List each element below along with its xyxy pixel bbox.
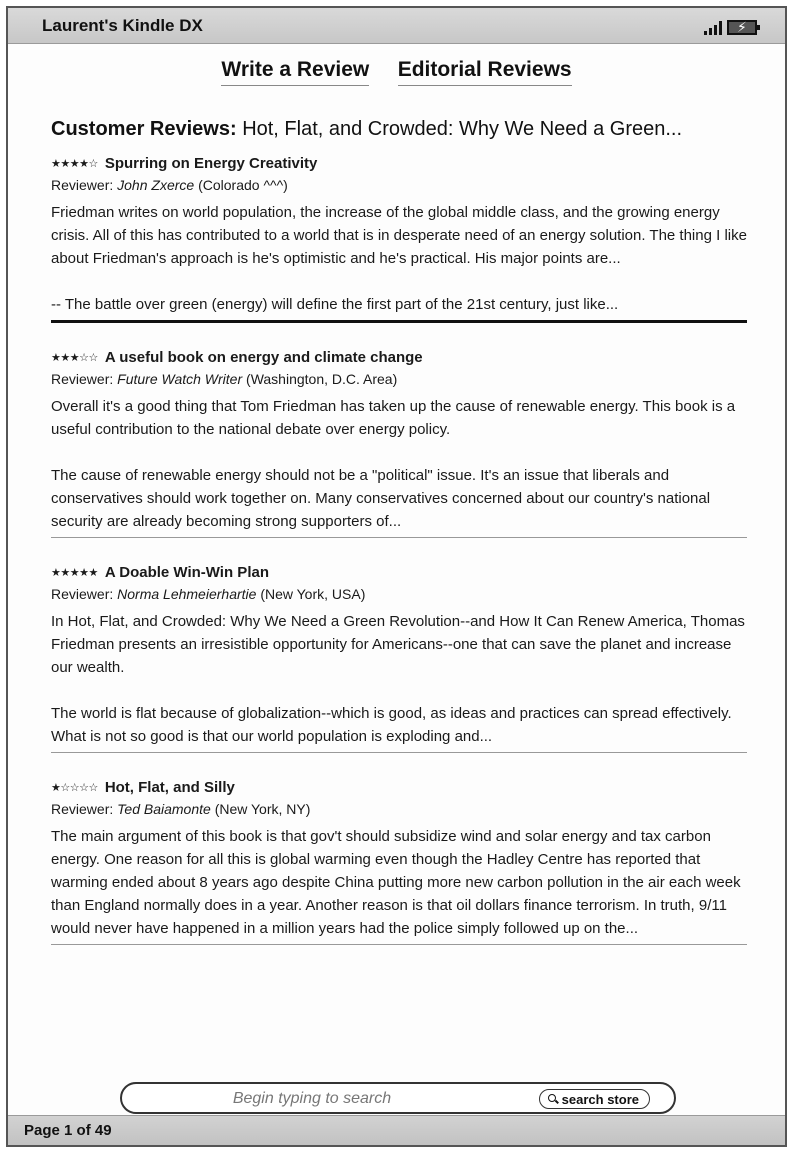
review-item[interactable]	[51, 155, 747, 323]
review-title-row	[51, 564, 747, 581]
review-item[interactable]	[51, 779, 747, 945]
reviewer-line	[51, 371, 747, 387]
star-rating-icon: ★☆☆☆☆	[51, 782, 98, 794]
page-heading	[51, 118, 747, 141]
review-title: Hot, Flat, and Silly	[104, 779, 235, 796]
search-store-button[interactable]	[539, 1089, 650, 1109]
reviewer-name: John Zxerce	[117, 177, 195, 193]
reviewer-name: Ted Baiamonte	[117, 801, 211, 817]
write-review-link[interactable]: Write a Review	[221, 58, 369, 86]
page-indicator: Page 1 of 49	[24, 1122, 112, 1139]
review-title: Spurring on Energy Creativity	[104, 155, 318, 172]
status-area	[704, 17, 757, 35]
reviewer-prefix: Reviewer:	[51, 371, 114, 387]
kindle-screen	[6, 6, 787, 1147]
reviewer-location: (New York, USA)	[260, 586, 366, 602]
book-title: Hot, Flat, and Crowded: Why We Need a Green...	[242, 118, 683, 140]
review-text: Overall it's a good thing that Tom Friedman has taken up the cause of renewable energy. This book is a useful contribution to the national debate over energy policy.	[51, 398, 736, 438]
status-bar	[8, 1115, 785, 1145]
reviewer-line	[51, 586, 747, 602]
review-text: -- The battle over green (energy) will define the first part of the 21st century, just like...	[51, 296, 619, 313]
device-name: Laurent's Kindle DX	[42, 16, 203, 35]
star-rating-icon: ★★★☆☆	[51, 352, 98, 364]
review-text: The world is flat because of globalization--which is good, as ideas and practices can spread effectively. What is not so good is that our world population is exploding and...	[51, 705, 732, 745]
review-text: Friedman writes on world population, the increase of the global middle class, and the growing energy crisis. All of this has contributed to a world that is in desperate need of an energy solution. The thing I like about Friedman's approach is he's optimistic and he's practical. His major points are...	[51, 204, 747, 267]
editorial-reviews-link[interactable]: Editorial Reviews	[398, 58, 572, 86]
review-title-row	[51, 779, 747, 796]
reviewer-line	[51, 801, 747, 817]
reviewer-name: Future Watch Writer	[117, 371, 243, 387]
reviewer-location: (New York, NY)	[214, 801, 311, 817]
reviewer-prefix: Reviewer:	[51, 177, 114, 193]
star-rating-icon: ★★★★☆	[51, 158, 98, 170]
review-text: In Hot, Flat, and Crowded: Why We Need a Green Revolution--and How It Can Renew America, Thomas Friedman presents an irresistible opportunity for Americans--one that can save the planet and increase our wealth.	[51, 613, 745, 676]
reviewer-location: (Colorado ^^^)	[198, 177, 288, 193]
reviewer-name: Norma Lehmeierhartie	[117, 586, 257, 602]
reviewer-prefix: Reviewer:	[51, 801, 114, 817]
review-item[interactable]	[51, 564, 747, 753]
review-title-row	[51, 155, 747, 172]
reviewer-prefix: Reviewer:	[51, 586, 114, 602]
review-item[interactable]	[51, 349, 747, 538]
review-text: The main argument of this book is that gov't should subsidize wind and solar energy and tax carbon energy. One reason for all this is global warming even though the Hadley Centre has reported that warming ended about 8 years ago despite China putting more new carbon pollution in the air each week than England normally does in a year. Another reason is that oil dollars finance terrorism. In truth, 9/11 would never have happened in a million years had the police simply followed up on the...	[51, 828, 741, 937]
reviewer-line	[51, 177, 747, 193]
review-title-row	[51, 349, 747, 366]
review-title: A Doable Win-Win Plan	[104, 564, 269, 581]
search-input[interactable]	[172, 1089, 452, 1109]
review-title: A useful book on energy and climate change	[104, 349, 423, 366]
review-tabs	[8, 58, 785, 86]
reviewer-location: (Washington, D.C. Area)	[246, 371, 398, 387]
heading-label: Customer Reviews:	[51, 118, 237, 140]
title-bar	[8, 8, 785, 44]
reviews-content	[51, 118, 747, 971]
search-icon	[548, 1094, 559, 1105]
battery-charging-icon: ⚡	[727, 20, 757, 35]
signal-bars-icon	[704, 21, 722, 35]
search-store-label: search store	[561, 1091, 639, 1107]
star-rating-icon: ★★★★★	[51, 567, 98, 579]
review-text: The cause of renewable energy should not be a "political" issue. It's an issue that liberals and conservatives should work together on. Many conservatives concerned about our country's national security are already becoming strong supporters of...	[51, 467, 711, 530]
search-bar	[120, 1082, 676, 1114]
